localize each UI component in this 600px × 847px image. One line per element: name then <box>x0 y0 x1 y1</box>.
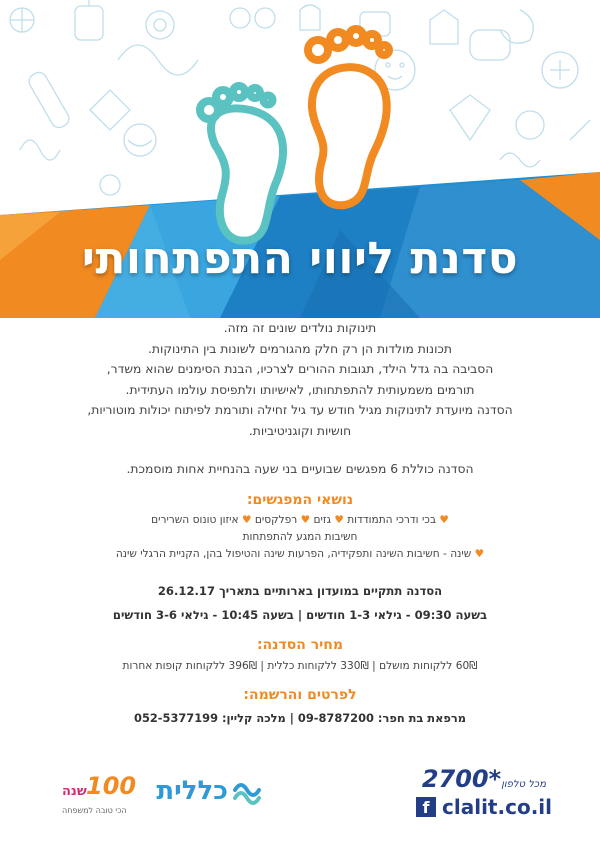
contact-footer <box>352 765 552 825</box>
heart-icon: ♥ <box>439 513 449 526</box>
topic-item: חשיבות המגע להתפתחות <box>242 530 358 543</box>
phone-number[interactable]: *2700 <box>421 765 502 793</box>
topic-item: רפלקסים <box>254 513 298 526</box>
contact-title: לפרטים והרשמה: <box>243 686 357 703</box>
topic-item: גזים <box>313 513 331 526</box>
topics-row-2 <box>40 529 560 546</box>
heart-icon: ♥ <box>474 547 485 560</box>
contact-line: מרפאת בת חפר: 09-8787200 | מלכה קליין: 052-5377199 <box>134 710 466 725</box>
intro-line: הסביבה בה גדל הילד, תגובות ההורים לצרכיו, הבנת הסימנים שהוא משדר, <box>106 362 494 376</box>
intro-line: הסדנה מיועדת לתינוקות מגיל חודש עד גיל זחילה ותורמת לפיתוח יכולות מוטוריות, <box>87 403 513 417</box>
intro-text <box>40 318 560 480</box>
session-date: הסדנה תתקיים במועדון בארותיים בתאריך 26.12.17 <box>157 583 443 598</box>
main-content <box>40 318 560 727</box>
price-title: מחיר הסדנה: <box>256 636 344 653</box>
logo-years: שנה <box>62 784 87 799</box>
phone-block <box>352 765 552 793</box>
phone-label: מכל טלפון <box>501 779 546 790</box>
facebook-icon[interactable]: f <box>416 797 436 817</box>
topic-item: שינה - חשיבות השינה ותפקידיה, הפרעות שינה והטיפול בהן, הקניית הרגלי שינה <box>115 547 472 560</box>
logo-100-mark: 100 <box>86 772 137 800</box>
website-block <box>352 795 552 819</box>
heart-icon: ♥ <box>334 513 344 526</box>
clalit-logo <box>52 768 262 828</box>
session-times: בשעה 09:30 - גילאי 1-3 חודשים | בשעה 10:45 - גילאי 3-6 חודשים <box>112 607 488 622</box>
intro-line: חושיות וקוגניטיביות. <box>248 423 352 438</box>
page-title: סדנת ליווי התפתחותי <box>81 233 519 284</box>
website-link[interactable]: clalit.co.il <box>442 795 552 819</box>
heart-icon: ♥ <box>241 513 252 526</box>
topics-row-3 <box>40 546 560 563</box>
topics-list <box>40 512 560 563</box>
topic-item: בכי ודרכי התמודדות <box>347 513 437 526</box>
logo-slogan: הכי טובה למשפחה <box>62 806 127 815</box>
workshop-summary: הסדנה כוללת 6 מפגשים שבועיים בני שעה בהנחיית אחות מוסמכת. <box>126 462 474 476</box>
intro-line: תינוקות נולדים שונים זה מזה. <box>223 321 377 335</box>
topics-row-1 <box>40 512 560 529</box>
heart-icon: ♥ <box>300 513 311 526</box>
clalit-logo-name: כללית <box>156 776 228 806</box>
topics-title: נושאי המפגשים: <box>246 491 354 508</box>
intro-line: תכונות מולדות הן רק חלק מהגורמים לשונות בין התינוקות. <box>147 341 453 356</box>
price-line: 60₪ ללקוחות מושלם | 330₪ ללקוחות כללית | 396₪ ללקוחות קופות אחרות <box>122 659 478 672</box>
topic-item: איזון טונוס השרירים <box>151 513 239 526</box>
intro-line: תורמים משמעותית להתפתחותו, לאישיותו ולתפיסת עולמו העתידית. <box>125 382 475 397</box>
clalit-logo-icon <box>232 780 262 806</box>
